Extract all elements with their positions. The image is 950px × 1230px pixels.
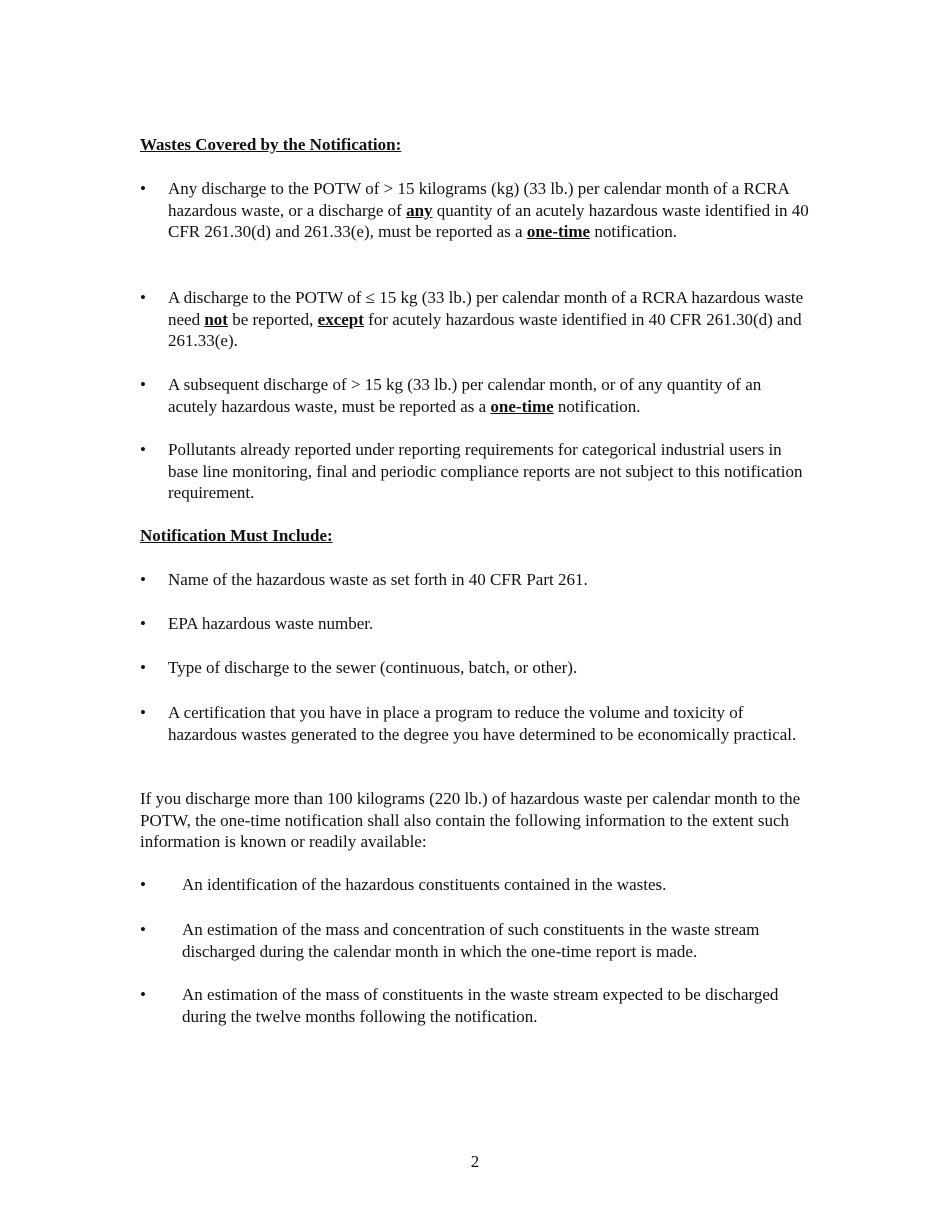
list-item: [140, 919, 812, 962]
list-item: [140, 657, 812, 679]
bullet-icon: •: [140, 288, 146, 307]
bullet-icon: •: [140, 658, 146, 677]
list-item: [140, 613, 812, 635]
list-item-text: A certification that you have in place a program to reduce the volume and toxicity of hazardous wastes generated to the degree you have determined to be economically practical.: [168, 703, 797, 744]
bullet-icon: •: [140, 440, 146, 459]
list-item-text: Pollutants already reported under reporting requirements for categorical industrial users in base line monitoring, final and periodic compliance reports are not subject to this notification requirement.: [168, 440, 803, 502]
bullet-icon: •: [140, 703, 146, 722]
list-item-text: An estimation of the mass of constituents in the waste stream expected to be discharged during the twelve months following the notification.: [182, 985, 779, 1026]
bullet-icon: •: [140, 985, 146, 1004]
list-item-text: An identification of the hazardous constituents contained in the wastes.: [182, 875, 667, 894]
emphasis-text: not: [204, 309, 228, 329]
list-item: [140, 569, 812, 591]
section-heading-notification-must-include: Notification Must Include:: [140, 526, 333, 545]
list-item: [140, 374, 812, 417]
emphasis-text: except: [317, 309, 364, 329]
emphasis-text: one-time: [526, 222, 591, 241]
body-paragraph: If you discharge more than 100 kilograms (220 lb.) of hazardous waste per calendar month to the POTW, the one-time notification shall also contain the following information to the extent such information is known or readily available:: [140, 789, 801, 851]
bullet-icon: •: [140, 375, 146, 394]
list-item-text: EPA hazardous waste number.: [168, 614, 374, 633]
list-item: [140, 984, 812, 1027]
list-item-text: A subsequent discharge of > 15 kg (33 lb.) per calendar month, or of any quantity of an acutely hazardous waste, must be reported as a one-time notification.: [168, 375, 762, 416]
bullet-icon: •: [140, 179, 146, 198]
page-number: 2: [470, 1152, 480, 1171]
bullet-icon: •: [140, 614, 146, 633]
list-item: [140, 178, 812, 243]
bullet-icon: •: [140, 920, 146, 939]
list-item-text: Type of discharge to the sewer (continuous, batch, or other).: [168, 658, 578, 677]
list-item: [140, 287, 812, 352]
list-item: [140, 874, 812, 896]
list-item-text: Any discharge to the POTW of > 15 kilograms (kg) (33 lb.) per calendar month of a RCRA hazardous waste, or a discharge of any quantity of an acutely hazardous waste identified in 40 CFR 261.30(d) and 261.33(e), must be reported as a one-time notification.: [168, 179, 809, 241]
section-heading-wastes-covered: Wastes Covered by the Notification:: [140, 135, 402, 154]
list-item-text: An estimation of the mass and concentration of such constituents in the waste stream discharged during the calendar month in which the one-time report is made.: [182, 920, 760, 961]
bullet-icon: •: [140, 570, 146, 589]
bullet-icon: •: [140, 875, 146, 894]
list-item-text: A discharge to the POTW of ≤ 15 kg (33 lb.) per calendar month of a RCRA hazardous waste need not be reported, except for acutely hazardous waste identified in 40 CFR 261.30(d) and 261.33(e).: [168, 288, 804, 350]
list-item: [140, 439, 812, 504]
emphasis-text: one-time: [490, 396, 554, 416]
emphasis-text: any: [406, 200, 433, 220]
list-item-text: Name of the hazardous waste as set forth in 40 CFR Part 261.: [168, 570, 588, 589]
list-item: [140, 702, 812, 745]
